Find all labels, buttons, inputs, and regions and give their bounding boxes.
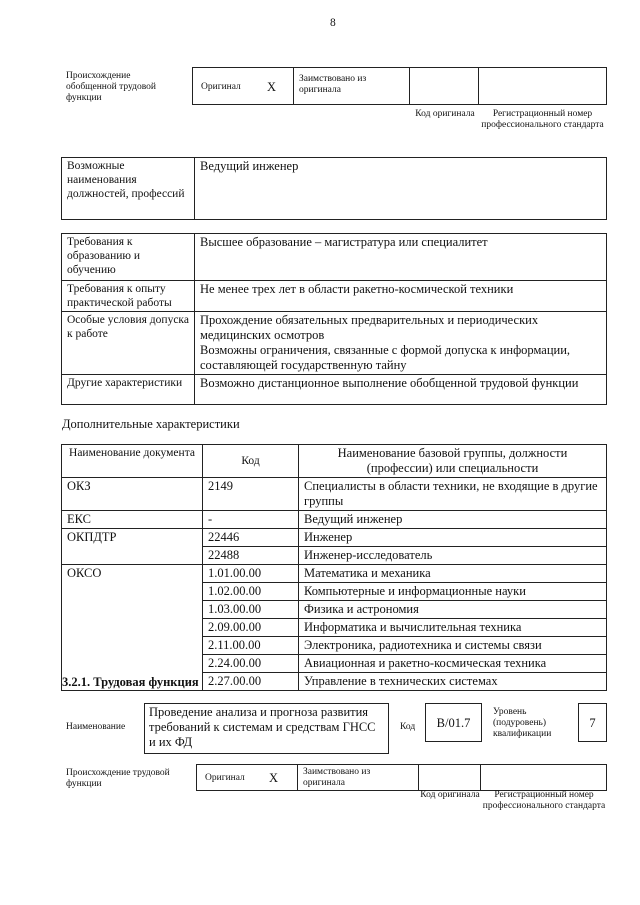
origin2-original-label: Оригинал	[205, 773, 245, 783]
additional-heading: Дополнительные характеристики	[62, 417, 240, 431]
additional-table	[61, 444, 607, 691]
cell-name: Информатика и вычислительная техника	[299, 619, 607, 637]
req-value-2: Возможны ограничения, связанные с формой допуска к информации, составляющей государственную тайну	[200, 343, 571, 372]
origin2-reg-caption: Регистрационный номер профессионального стандарта	[482, 790, 606, 811]
origin2-label: Происхождение трудовой функции	[66, 768, 170, 789]
req-value: Высшее образование – магистратура или специалитет	[195, 234, 607, 281]
table-row	[62, 529, 607, 547]
origin-original-cell	[192, 67, 294, 105]
cell-name: Компьютерные и информационные науки	[299, 583, 607, 601]
req-value: Не менее трех лет в области ракетно-космической техники	[195, 281, 607, 312]
cell-doc: ОКПДТР	[62, 529, 203, 565]
function-level-label: Уровень (подуровень) квалификации	[493, 707, 552, 739]
table-row	[62, 375, 607, 405]
function-name-label: Наименование	[66, 722, 126, 732]
cell-name: Авиационная и ракетно-космическая техника	[299, 655, 607, 673]
cell-doc: ОКЗ	[62, 478, 203, 511]
page-number: 8	[330, 17, 336, 29]
positions-label: Возможные наименования должностей, профессий	[62, 158, 195, 220]
req-value: Прохождение обязательных предварительных и периодических медицинских осмотров	[200, 313, 539, 342]
cell-code: 1.01.00.00	[203, 565, 299, 583]
req-label: Требования к опыту практической работы	[62, 281, 195, 312]
cell-code: 2149	[203, 478, 299, 511]
origin2-borrowed-label: Заимствовано из оригинала	[303, 767, 371, 788]
table-row	[62, 234, 607, 281]
req-label: Другие характеристики	[62, 375, 195, 405]
req-label: Особые условия допуска к работе	[62, 312, 195, 375]
origin-reg-cell	[478, 67, 607, 105]
origin-code-cell	[409, 67, 479, 105]
cell-name: Электроника, радиотехника и системы связи	[299, 637, 607, 655]
cell-name: Управление в технических системах	[299, 673, 607, 691]
cell-code: 1.02.00.00	[203, 583, 299, 601]
cell-name: Физика и астрономия	[299, 601, 607, 619]
cell-code: 2.24.00.00	[203, 655, 299, 673]
origin2-original-cell	[196, 764, 298, 791]
cell-doc: ЕКС	[62, 511, 203, 529]
origin-label: Происхождение обобщенной трудовой функции	[66, 71, 156, 103]
cell-code: 22446	[203, 529, 299, 547]
function-level-value: 7	[578, 703, 607, 742]
origin-borrowed-cell	[293, 67, 410, 105]
origin2-code-caption: Код оригинала	[420, 790, 480, 800]
table-row	[62, 511, 607, 529]
requirements-table	[61, 233, 607, 405]
cell-name: Математика и механика	[299, 565, 607, 583]
function-heading: 3.2.1. Трудовая функция	[62, 675, 199, 689]
table-header-row	[62, 445, 607, 478]
cell-name: Инженер-исследователь	[299, 547, 607, 565]
cell-name: Инженер	[299, 529, 607, 547]
cell-code: 1.03.00.00	[203, 601, 299, 619]
origin-reg-caption: Регистрационный номер профессионального стандарта	[481, 109, 604, 130]
origin2-mark: X	[269, 771, 279, 785]
origin-mark: X	[267, 80, 277, 94]
table-row	[62, 565, 607, 583]
req-label: Требования к образованию и обучению	[62, 234, 195, 281]
function-code-value: B/01.7	[425, 703, 482, 742]
origin-original-label: Оригинал	[201, 82, 241, 92]
origin2-code-cell	[418, 764, 481, 791]
cell-name: Ведущий инженер	[299, 511, 607, 529]
function-name-value: Проведение анализа и прогноза развития требований к системам и средствам ГНСС и их ФД	[144, 703, 389, 754]
table-row	[62, 478, 607, 511]
req-value-cell	[195, 312, 607, 375]
cell-code: 22488	[203, 547, 299, 565]
positions-table	[61, 157, 607, 220]
function-code-label: Код	[400, 722, 416, 732]
origin2-reg-cell	[480, 764, 607, 791]
cell-name: Специалисты в области техники, не входящие в другие группы	[299, 478, 607, 511]
cell-code: 2.09.00.00	[203, 619, 299, 637]
table-row	[62, 312, 607, 375]
origin-borrowed-label: Заимствовано из оригинала	[299, 74, 367, 95]
header-doc: Наименование документа	[62, 445, 203, 478]
cell-code: -	[203, 511, 299, 529]
header-code: Код	[203, 445, 299, 478]
req-value: Возможно дистанционное выполнение обобщенной трудовой функции	[195, 375, 607, 405]
origin-code-caption: Код оригинала	[415, 109, 475, 119]
positions-value: Ведущий инженер	[195, 158, 607, 220]
cell-doc: ОКСО	[62, 565, 203, 691]
cell-code: 2.11.00.00	[203, 637, 299, 655]
origin2-borrowed-cell	[297, 764, 419, 791]
header-name: Наименование базовой группы, должности (профессии) или специальности	[299, 445, 607, 478]
table-row	[62, 281, 607, 312]
cell-code: 2.27.00.00	[203, 673, 299, 691]
